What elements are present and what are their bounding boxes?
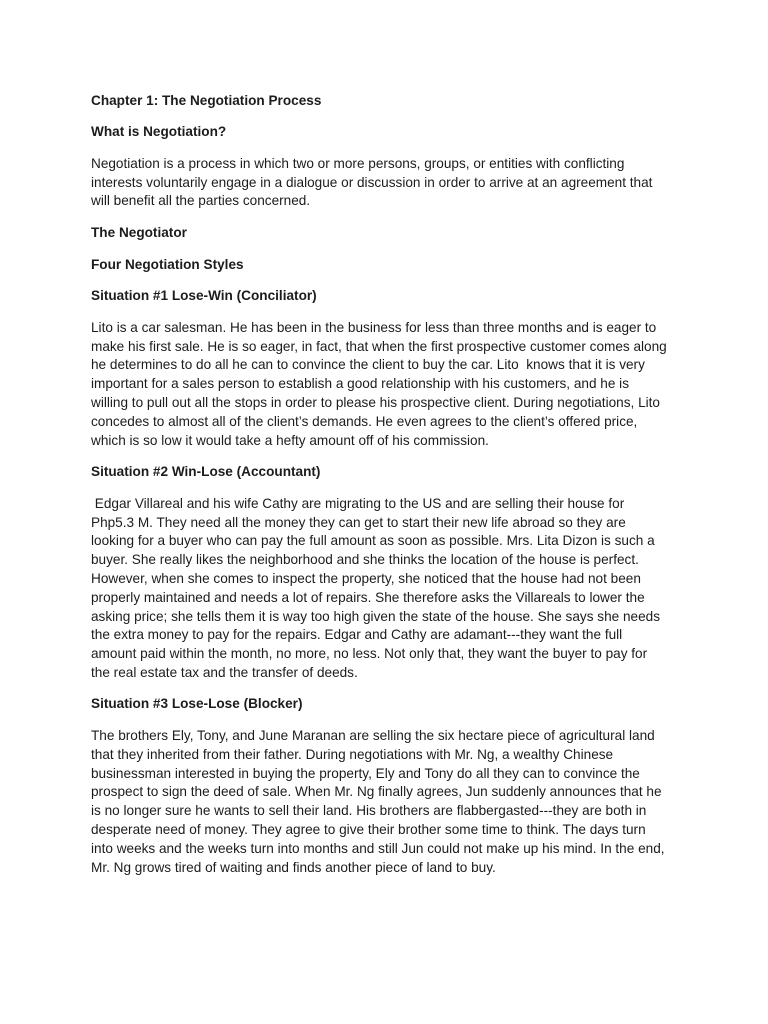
paragraph-line: that they inherited from their father. During negotiations with Mr. Ng, a wealthy Chinese [91, 746, 614, 762]
paragraph-line: the extra money to pay for the repairs. Edgar and Cathy are adamant---they want the full [91, 627, 623, 643]
paragraph-line: he determines to do all he can to convince the client to buy the car. Lito knows that it is very [91, 357, 645, 373]
section-heading-what-is: What is Negotiation? [91, 124, 227, 140]
section-heading-negotiator: The Negotiator [91, 224, 187, 240]
paragraph-situation-3 [91, 727, 761, 877]
paragraph-line: willing to pull out all the stops in order to please his prospective client. During negotiations, Lito [91, 394, 660, 410]
paragraph-line: desperate need of money. They agree to give their brother some time to think. The days turn [91, 822, 646, 838]
paragraph-line: into weeks and the weeks turn into months and still Jun could not make up his mind. In the end, [91, 840, 665, 856]
paragraph-line: Php5.3 M. They need all the money they can get to start their new life abroad so they are [91, 514, 626, 530]
situation-heading: Situation #3 Lose-Lose (Blocker) [91, 696, 303, 712]
paragraph-definition [91, 155, 761, 211]
paragraph-line: looking for a buyer who can pay the full amount as soon as possible. Mrs. Lita Dizon is such a [91, 533, 655, 549]
paragraph-situation-1 [91, 319, 761, 451]
paragraph-line: properly maintained and needs a lot of repairs. She therefore asks the Villareals to lower the [91, 589, 645, 605]
paragraph-line: buyer. She really likes the neighborhood and she thinks the location of the house is perfect. [91, 552, 639, 568]
what-is-heading-block [91, 123, 761, 142]
situation-heading: Situation #1 Lose-Win (Conciliator) [91, 288, 317, 304]
paragraph-line: the real estate tax and the transfer of deeds. [91, 664, 358, 680]
chapter-title: Chapter 1: The Negotiation Process [91, 92, 322, 108]
paragraph-line: Mr. Ng grows tired of waiting and finds another piece of land to buy. [91, 859, 496, 875]
paragraph-line: will benefit all the parties concerned. [91, 193, 311, 209]
paragraph-line: is no longer sure he wants to sell their land. His brothers are flabbergasted---they are both in [91, 803, 647, 819]
section-heading-styles: Four Negotiation Styles [91, 256, 244, 272]
document-content [91, 92, 761, 891]
paragraph-line: make his first sale. He is so eager, in fact, that when the first prospective customer comes along [91, 338, 667, 354]
paragraph-line: concedes to almost all of the client’s demands. He even agrees to the client’s offered price, [91, 413, 638, 429]
styles-heading-block [91, 256, 761, 275]
paragraph-line: Negotiation is a process in which two or more persons, groups, or entities with conflicting [91, 155, 625, 171]
situation-heading: Situation #2 Win-Lose (Accountant) [91, 464, 321, 480]
situation-1-heading-block [91, 287, 761, 306]
paragraph-line: which is so low it would take a hefty amount off of his commission. [91, 432, 489, 448]
paragraph-line: important for a sales person to establish a good relationship with his customers, and he is [91, 376, 629, 392]
situation-2-heading-block [91, 463, 761, 482]
paragraph-line: prospect to sign the deed of sale. When Mr. Ng finally agrees, Jun suddenly announces that he [91, 784, 662, 800]
paragraph-line: asking price; she tells them it is way too high given the state of the house. She says she needs [91, 608, 660, 624]
paragraph-line: amount paid within the month, no more, no less. Not only that, they want the buyer to pay for [91, 646, 648, 662]
situation-3-heading-block [91, 695, 761, 714]
negotiator-heading-block [91, 224, 761, 243]
paragraph-line: However, when she comes to inspect the property, she noticed that the house had not been [91, 570, 641, 586]
paragraph-line: Lito is a car salesman. He has been in the business for less than three months and is eager to [91, 319, 657, 335]
paragraph-line: interests voluntarily engage in a dialogue or discussion in order to arrive at an agreement that [91, 174, 653, 190]
paragraph-line: businessman interested in buying the property, Ely and Tony do all they can to convince the [91, 765, 640, 781]
paragraph-line: The brothers Ely, Tony, and June Maranan are selling the six hectare piece of agricultural land [91, 728, 655, 744]
paragraph-situation-2 [91, 495, 761, 683]
paragraph-line: Edgar Villareal and his wife Cathy are migrating to the US and are selling their house for [91, 495, 625, 511]
chapter-title-block [91, 92, 761, 111]
